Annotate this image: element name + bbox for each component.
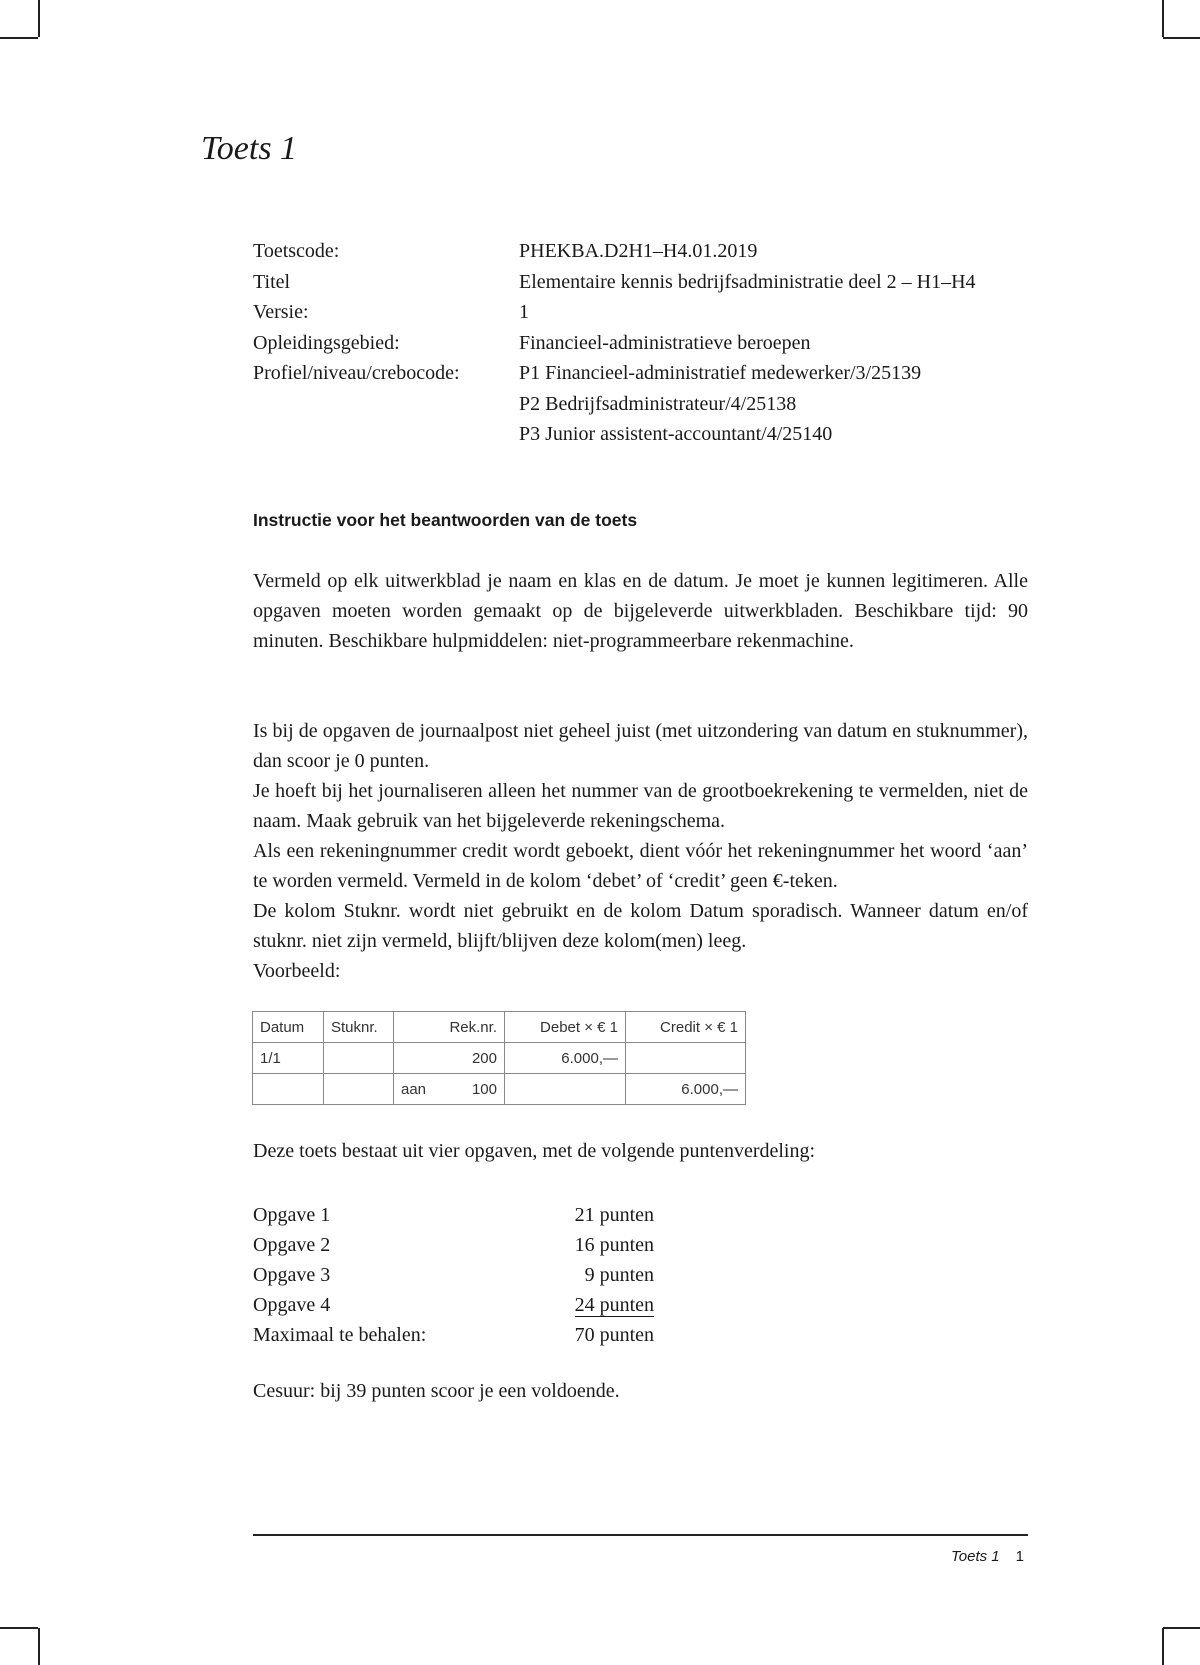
cell-stuknr bbox=[324, 1074, 394, 1105]
crop-mark bbox=[1162, 0, 1164, 37]
crop-mark bbox=[1163, 37, 1200, 39]
score-name: Maximaal te behalen: bbox=[253, 1324, 427, 1346]
example-journal-table bbox=[252, 1011, 746, 1105]
score-name: Opgave 1 bbox=[253, 1204, 331, 1226]
footer-title: Toets 1 bbox=[951, 1548, 1000, 1565]
scoring-intro: Deze toets bestaat uit vier opgaven, met de volgende puntenverdeling: bbox=[253, 1140, 816, 1162]
score-row bbox=[253, 1200, 654, 1230]
score-points: 21 punten bbox=[574, 1204, 654, 1226]
meta-row-versie bbox=[253, 297, 976, 328]
meta-label: Profiel/niveau/crebocode: bbox=[253, 362, 460, 384]
meta-value: 1 bbox=[519, 301, 529, 323]
score-row bbox=[253, 1260, 654, 1290]
score-points: 9 punten bbox=[584, 1264, 654, 1286]
paragraph-account-number: Je hoeft bij het journaliseren alleen het nummer van de grootboekrekening te vermelden, niet de naam. Maak gebruik van het bijgeleverde rekeningschema. bbox=[253, 780, 1028, 832]
paragraph-credit-aan: Als een rekeningnummer credit wordt geboekt, dient vóór het rekeningnummer het woord ‘aan’ te worden vermeld. Vermeld in de kolom ‘debet’ of ‘credit’ geen €-teken. bbox=[253, 840, 1028, 892]
cell-debet bbox=[505, 1074, 626, 1105]
crop-mark bbox=[0, 1627, 38, 1629]
crop-mark bbox=[38, 1628, 40, 1665]
crop-mark bbox=[1162, 1628, 1164, 1665]
cell-debet: 6.000,— bbox=[505, 1043, 626, 1074]
test-metadata bbox=[253, 236, 976, 450]
table-header-row bbox=[253, 1012, 746, 1043]
meta-row-opleidingsgebied bbox=[253, 328, 976, 359]
cell-stuknr bbox=[324, 1043, 394, 1074]
score-name: Opgave 4 bbox=[253, 1294, 331, 1316]
table-row bbox=[253, 1043, 746, 1074]
page-footer bbox=[951, 1548, 1024, 1565]
meta-label: Versie: bbox=[253, 301, 309, 323]
score-points: 70 punten bbox=[574, 1324, 654, 1346]
meta-row-profiel bbox=[253, 358, 976, 450]
meta-value: P3 Junior assistent-accountant/4/25140 bbox=[519, 423, 833, 445]
cell-reknr bbox=[394, 1043, 505, 1074]
cell-aan: aan bbox=[401, 1080, 427, 1098]
score-name: Opgave 2 bbox=[253, 1234, 331, 1256]
cell-credit bbox=[626, 1043, 746, 1074]
cesuur-text: Cesuur: bij 39 punten scoor je een voldoende. bbox=[253, 1380, 620, 1402]
meta-value: Financieel-administratieve beroepen bbox=[519, 331, 811, 354]
meta-value: PHEKBA.D2H1–H4.01.2019 bbox=[519, 240, 758, 262]
header-reknr: Rek.nr. bbox=[394, 1012, 505, 1043]
score-name: Opgave 3 bbox=[253, 1264, 331, 1286]
meta-row-titel bbox=[253, 267, 976, 298]
header-stuknr: Stuknr. bbox=[324, 1012, 394, 1043]
header-credit: Credit × € 1 bbox=[626, 1012, 746, 1043]
meta-value: P2 Bedrijfsadministrateur/4/25138 bbox=[519, 392, 797, 415]
crop-mark bbox=[1163, 1627, 1200, 1629]
score-points-underlined: 24 punten bbox=[574, 1294, 654, 1316]
meta-value: P1 Financieel-administratief medewerker/3/25139 bbox=[519, 362, 922, 384]
page-title: Toets 1 bbox=[201, 130, 298, 167]
paragraph-example-label: Voorbeeld: bbox=[253, 960, 341, 982]
cell-reknr-value: 200 bbox=[471, 1049, 497, 1067]
paragraph-zero-points: Is bij de opgaven de journaalpost niet geheel juist (met uitzondering van datum en stuknummer), dan scoor je 0 punten. bbox=[253, 720, 1028, 772]
crop-mark bbox=[38, 0, 40, 37]
cell-credit: 6.000,— bbox=[626, 1074, 746, 1105]
footer-divider bbox=[253, 1534, 1028, 1536]
score-total-row bbox=[253, 1320, 654, 1350]
meta-row-toetscode bbox=[253, 236, 976, 267]
paragraph-columns: De kolom Stuknr. wordt niet gebruikt en de kolom Datum sporadisch. Wanneer datum en/of stuknr. niet zijn vermeld, blijft/blijven deze kolom(men) leeg. bbox=[253, 900, 1028, 952]
cell-reknr-value: 100 bbox=[471, 1080, 497, 1098]
cell-datum bbox=[253, 1074, 324, 1105]
instructions-heading: Instructie voor het beantwoorden van de toets bbox=[253, 510, 638, 530]
score-points bbox=[553, 1290, 654, 1320]
score-row bbox=[253, 1230, 654, 1260]
score-row bbox=[253, 1290, 654, 1320]
meta-value: Elementaire kennis bedrijfsadministratie deel 2 – H1–H4 bbox=[519, 270, 976, 293]
paragraph-general: Vermeld op elk uitwerkblad je naam en klas en de datum. Je moet je kunnen legitimeren. Alle opgaven moeten worden gemaakt op de bijgeleverde uitwerkbladen. Beschikbare tijd: 90 minuten. Beschikbare hulpmiddelen: niet-programmeerbare rekenmachine. bbox=[253, 570, 1028, 652]
page-number: 1 bbox=[1015, 1548, 1024, 1565]
meta-label: Titel bbox=[253, 270, 291, 293]
table-row bbox=[253, 1074, 746, 1105]
scoring-list bbox=[253, 1200, 654, 1350]
header-datum: Datum bbox=[253, 1012, 324, 1043]
header-debet: Debet × € 1 bbox=[505, 1012, 626, 1043]
crop-mark bbox=[0, 37, 38, 39]
meta-label: Opleidingsgebied: bbox=[253, 331, 400, 354]
instructions-paragraph bbox=[253, 566, 1028, 656]
meta-label: Toetscode: bbox=[253, 240, 340, 262]
instructions-journal bbox=[253, 716, 1028, 986]
score-points: 16 punten bbox=[574, 1234, 654, 1256]
cell-reknr bbox=[394, 1074, 505, 1105]
cell-datum: 1/1 bbox=[253, 1043, 324, 1074]
